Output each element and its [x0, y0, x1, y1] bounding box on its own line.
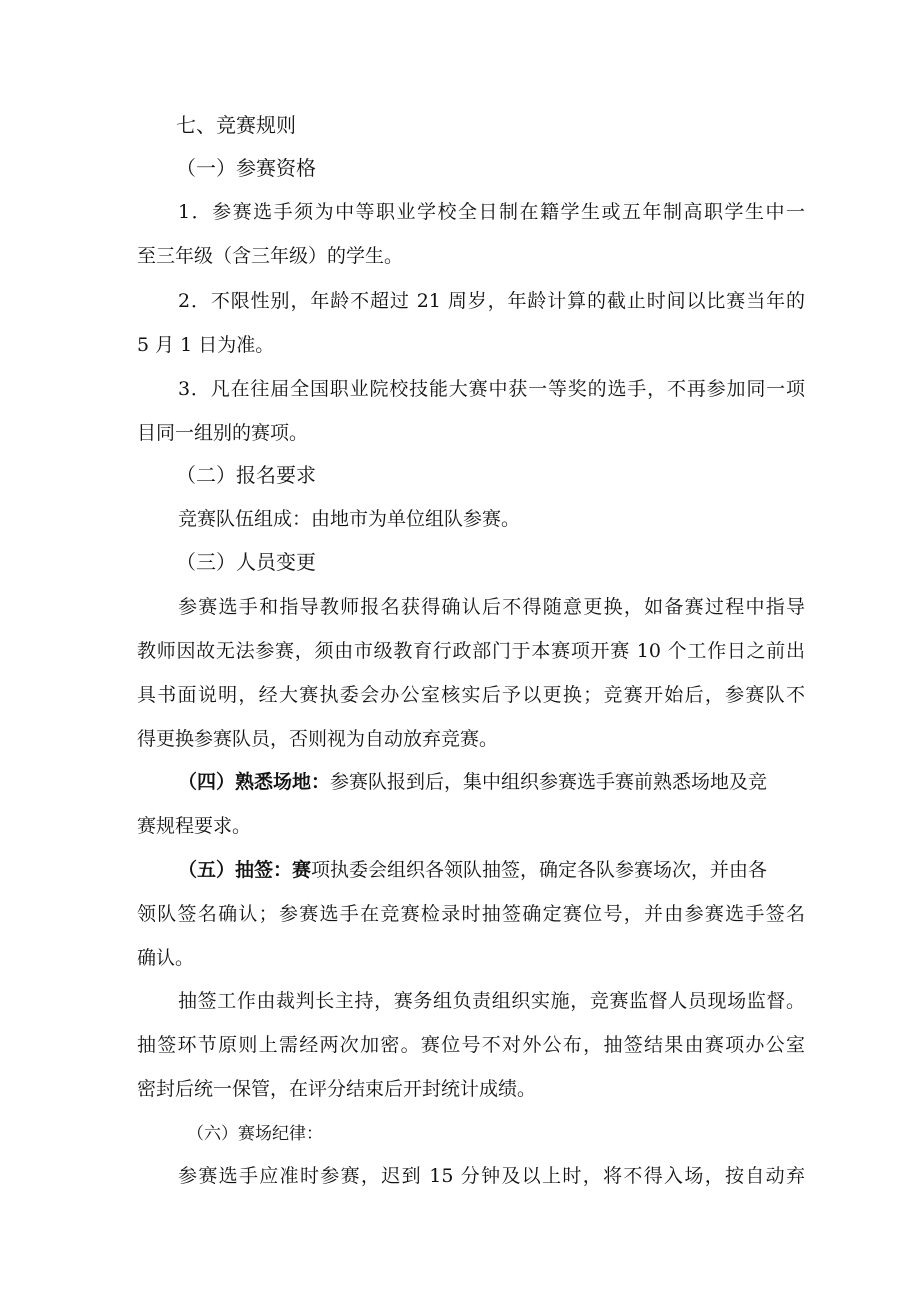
personnel-change-line-3: 具书面说明，经大赛执委会办公室核实后予以更换；竞赛开始后，参赛队不 — [137, 684, 805, 706]
eligibility-item-2-line-1: 2．不限性别，年龄不超过 21 周岁，年龄计算的截止时间以比赛当年的 — [178, 290, 805, 312]
draw-title: （五）抽签：赛 — [178, 859, 312, 881]
registration-text: 竞赛队伍组成：由地市为单位组队参赛。 — [178, 508, 521, 530]
draw-para2-line-3: 密封后统一保管，在评分结束后开封统计成绩。 — [137, 1078, 537, 1100]
section-title: 七、竞赛规则 — [176, 113, 296, 137]
eligibility-item-3-line-2: 目同一组别的赛项。 — [137, 422, 309, 444]
draw-line-2: 领队签名确认；参赛选手在竞赛检录时抽签确定赛位号，并由参赛选手签名 — [137, 903, 805, 925]
subsection-title-eligibility: （一）参赛资格 — [176, 156, 316, 180]
venue-familiarization-line-2: 赛规程要求。 — [137, 815, 252, 837]
subsection-title-registration: （二）报名要求 — [176, 463, 316, 487]
personnel-change-line-4: 得更换参赛队员，否则视为自动放弃竞赛。 — [137, 728, 499, 750]
draw-line-3: 确认。 — [137, 947, 195, 969]
personnel-change-line-1: 参赛选手和指导教师报名获得确认后不得随意更换，如备赛过程中指导 — [178, 596, 805, 618]
eligibility-item-1-line-1: 1．参赛选手须为中等职业学校全日制在籍学生或五年制高职学生中一 — [178, 201, 805, 223]
draw-line-1 — [178, 857, 767, 883]
venue-familiarization-title: （四）熟悉场地： — [178, 771, 331, 793]
personnel-change-line-2: 教师因故无法参赛，须由市级教育行政部门于本赛项开赛 10 个工作日之前出 — [137, 640, 805, 662]
draw-text: 项执委会组织各领队抽签，确定各队参赛场次，并由各 — [311, 859, 768, 881]
discipline-title: （六）赛场纪律： — [187, 1124, 323, 1144]
eligibility-item-1-line-2: 至三年级（含三年级）的学生。 — [137, 245, 404, 267]
discipline-line-1: 参赛选手应准时参赛，迟到 15 分钟及以上时，将不得入场，按自动弃 — [178, 1165, 805, 1187]
draw-para2-line-2: 抽签环节原则上需经两次加密。赛位号不对外公布，抽签结果由赛项办公室 — [137, 1034, 805, 1056]
draw-para2-line-1: 抽签工作由裁判长主持，赛务组负责组织实施，竞赛监督人员现场监督。 — [178, 990, 805, 1012]
venue-familiarization-text: 参赛队报到后，集中组织参赛选手赛前熟悉场地及竞 — [330, 771, 768, 793]
eligibility-item-2-line-2: 5 月 1 日为准。 — [137, 334, 275, 356]
eligibility-item-3-line-1: 3．凡在往届全国职业院校技能大赛中获一等奖的选手，不再参加同一项 — [178, 378, 805, 400]
subsection-title-personnel-change: （三）人员变更 — [176, 550, 316, 574]
venue-familiarization-line-1 — [178, 769, 767, 795]
